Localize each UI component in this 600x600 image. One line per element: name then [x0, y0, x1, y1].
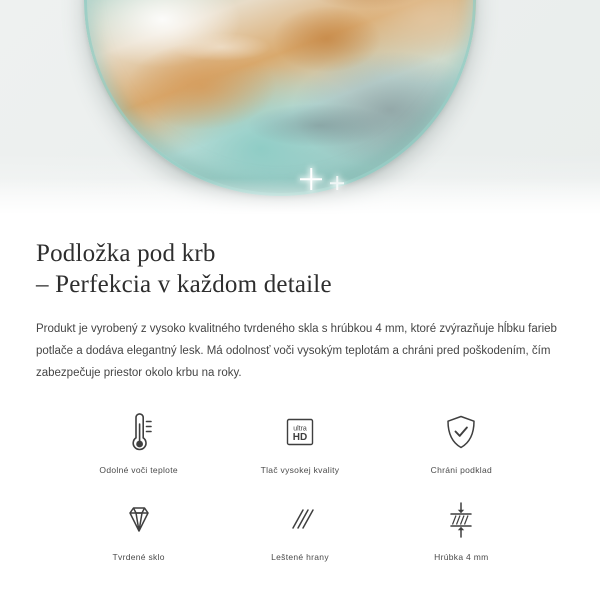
- hero-image: [0, 0, 600, 218]
- content-section: [0, 238, 600, 562]
- feature-item-polished-edges: [219, 497, 380, 562]
- feature-label: Tvrdené sklo: [112, 552, 165, 562]
- feature-item-protects-surface: [381, 410, 542, 475]
- round-glass-mat-product-image: [84, 0, 476, 196]
- thermometer-icon: [119, 410, 159, 456]
- feature-item-thickness: [381, 497, 542, 562]
- feature-item-heat-resistant: [58, 410, 219, 475]
- svg-text:HD: HD: [292, 432, 308, 443]
- polished-edges-icon: [278, 497, 322, 543]
- shield-check-icon: [440, 410, 482, 456]
- svg-text:ultra: ultra: [293, 425, 307, 433]
- feature-label: Hrúbka 4 mm: [434, 552, 489, 562]
- feature-item-print-quality: [219, 410, 380, 475]
- feature-grid: [36, 410, 564, 562]
- page-title: [36, 238, 564, 300]
- feature-item-tempered-glass: [58, 497, 219, 562]
- hero-bottom-fade: [0, 178, 600, 218]
- feature-label: Odolné voči teplote: [99, 465, 178, 475]
- diamond-icon: [117, 497, 161, 543]
- headline-line-2: – Perfekcia v každom detaile: [36, 271, 332, 298]
- headline-line-1: Podložka pod krb: [36, 240, 216, 267]
- product-description-text: Produkt je vyrobený z vysoko kvalitného tvrdeného skla s hrúbkou 4 mm, ktoré zvýrazňuje hĺbku farieb potlače a dodáva elegantný lesk. Má odolnosť voči vysokým teplotám a chráni pred poškodením, čím zabezpečuje priestor okolo krbu na roky.: [36, 323, 557, 379]
- feature-label: Chráni podklad: [430, 465, 493, 475]
- feature-label: Tlač vysokej kvality: [260, 465, 340, 475]
- ultra-hd-icon: [278, 410, 322, 456]
- feature-label: Leštené hrany: [271, 552, 329, 562]
- thickness-icon: [439, 497, 483, 543]
